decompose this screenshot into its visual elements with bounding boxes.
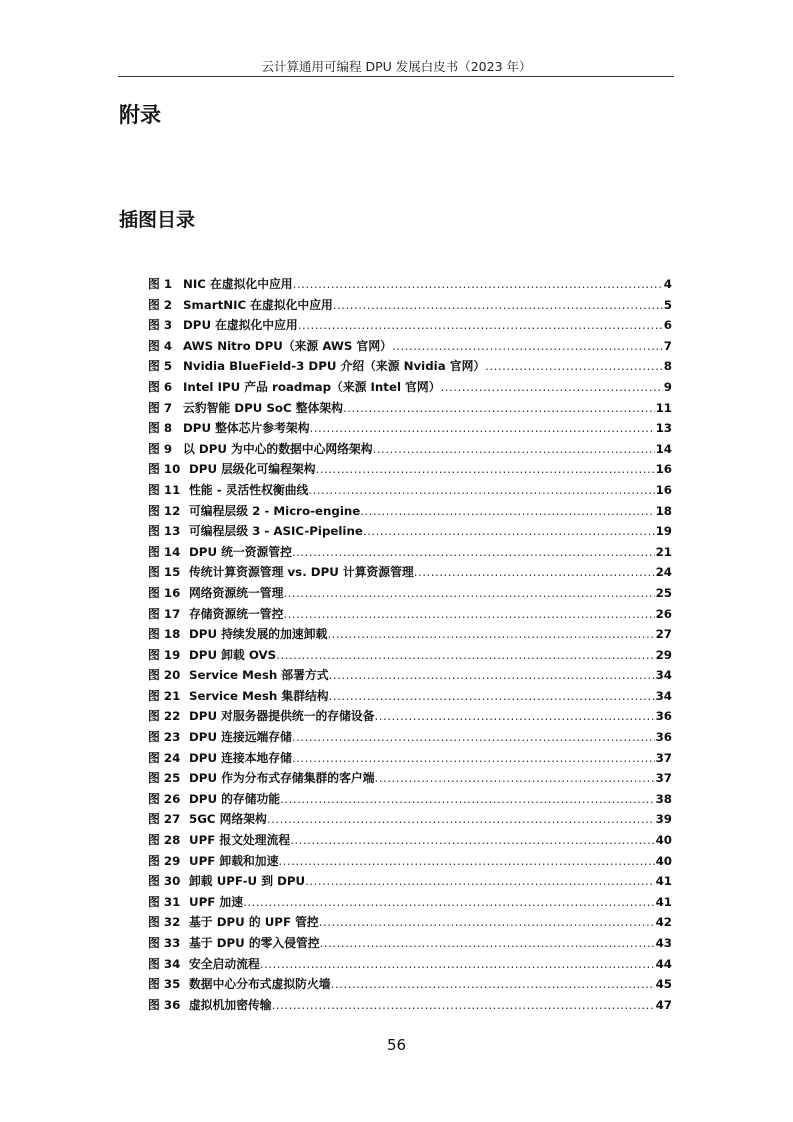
toc-dot-leader: [414, 562, 655, 583]
toc-figure-title: SmartNIC 在虚拟化中应用: [183, 297, 333, 312]
toc-entry[interactable]: [148, 624, 672, 645]
toc-dot-leader: [283, 583, 654, 604]
toc-entry[interactable]: [148, 974, 672, 995]
toc-dot-leader: [331, 974, 655, 995]
toc-entry[interactable]: [148, 830, 672, 851]
toc-dot-leader: [360, 501, 654, 522]
toc-entry[interactable]: [148, 933, 672, 954]
toc-figure-title: 5GC 网络架构: [189, 812, 267, 827]
toc-dot-leader: [363, 521, 655, 542]
toc-figure-number: 图 22: [148, 709, 181, 724]
toc-figure-number: 图 1: [148, 277, 173, 291]
toc-dot-leader: [308, 480, 654, 501]
toc-figure-title: 存储资源统一管控: [189, 606, 284, 621]
toc-figure-number: 图 26: [148, 791, 181, 806]
toc-dot-leader: [292, 748, 655, 769]
toc-entry[interactable]: [148, 727, 672, 748]
toc-entry[interactable]: [148, 954, 672, 975]
toc-page-number: 4: [663, 277, 672, 291]
toc-figure-title: 可编程层级 2 - Micro-engine: [189, 503, 361, 518]
toc-figure-number: 图 25: [148, 771, 181, 786]
toc-dot-leader: [267, 809, 655, 830]
toc-entry[interactable]: [148, 706, 672, 727]
toc-entry[interactable]: [148, 418, 672, 439]
toc-entry[interactable]: [148, 748, 672, 769]
toc-entry[interactable]: [148, 665, 672, 686]
toc-figure-number: 图 20: [148, 668, 181, 683]
figure-toc-list: [148, 274, 672, 1015]
toc-figure-number: 图 11: [148, 482, 181, 497]
toc-figure-number: 图 2: [148, 297, 173, 312]
toc-entry[interactable]: [148, 789, 672, 810]
toc-page-number: 45: [655, 977, 672, 992]
toc-dot-leader: [272, 995, 655, 1016]
toc-figure-title: 安全启动流程: [189, 956, 260, 971]
toc-page-number: 36: [655, 730, 672, 745]
toc-dot-leader: [373, 439, 655, 460]
toc-figure-title: DPU 卸载 OVS: [189, 647, 277, 662]
toc-page-number: 40: [655, 833, 672, 848]
toc-page-number: 5: [663, 297, 672, 312]
toc-figure-number: 图 33: [148, 936, 181, 950]
page-header: 云计算通用可编程 DPU 发展白皮书（2023 年）: [261, 59, 532, 74]
toc-entry[interactable]: [148, 851, 672, 872]
toc-dot-leader: [243, 892, 655, 913]
toc-dot-leader: [375, 768, 655, 789]
toc-entry[interactable]: [148, 521, 672, 542]
toc-dot-leader: [316, 459, 655, 480]
toc-page-number: 34: [655, 688, 672, 703]
toc-figure-number: 图 18: [148, 627, 181, 642]
toc-page-number: 25: [655, 585, 672, 600]
toc-entry[interactable]: [148, 398, 672, 419]
toc-page-number: 21: [655, 544, 672, 559]
toc-page-number: 6: [663, 318, 672, 333]
toc-entry[interactable]: [148, 439, 672, 460]
toc-figure-number: 图 24: [148, 750, 181, 765]
toc-figure-title: DPU 的存储功能: [189, 791, 281, 806]
toc-entry[interactable]: [148, 604, 672, 625]
toc-entry[interactable]: [148, 892, 672, 913]
toc-page-number: 13: [655, 421, 672, 436]
toc-figure-title: 基于 DPU 的 UPF 管控: [189, 915, 319, 930]
toc-entry[interactable]: [148, 377, 672, 398]
toc-figure-number: 图 30: [148, 874, 181, 889]
toc-figure-title: 云豹智能 DPU SoC 整体架构: [183, 400, 343, 415]
toc-page-number: 24: [655, 565, 672, 580]
toc-figure-number: 图 23: [148, 730, 181, 745]
toc-entry[interactable]: [148, 480, 672, 501]
toc-entry[interactable]: [148, 315, 672, 336]
toc-figure-title: Service Mesh 集群结构: [189, 688, 329, 703]
toc-page-number: 11: [655, 400, 672, 415]
toc-dot-leader: [319, 912, 655, 933]
toc-entry[interactable]: [148, 501, 672, 522]
toc-entry[interactable]: [148, 542, 672, 563]
toc-figure-title: 数据中心分布式虚拟防火墙: [189, 977, 331, 992]
toc-figure-title: AWS Nitro DPU（来源 AWS 官网）: [183, 338, 392, 353]
toc-dot-leader: [292, 542, 655, 563]
toc-figure-title: DPU 统一资源管控: [189, 544, 292, 559]
toc-figure-number: 图 34: [148, 956, 181, 971]
toc-entry[interactable]: [148, 645, 672, 666]
figure-toc-title: 插图目录: [119, 209, 196, 231]
toc-dot-leader: [343, 398, 655, 419]
toc-figure-title: DPU 在虚拟化中应用: [183, 318, 298, 333]
toc-figure-title: 卸载 UPF-U 到 DPU: [189, 874, 306, 889]
toc-figure-title: 性能 - 灵活性权衡曲线: [189, 482, 309, 497]
toc-dot-leader: [292, 727, 655, 748]
toc-dot-leader: [375, 706, 655, 727]
toc-figure-title: Nvidia BlueField-3 DPU 介绍（来源 Nvidia 官网）: [183, 359, 486, 374]
toc-entry[interactable]: [148, 912, 672, 933]
toc-figure-number: 图 29: [148, 853, 181, 868]
toc-page-number: 16: [655, 482, 672, 497]
toc-figure-title: UPF 报文处理流程: [189, 833, 291, 848]
toc-page-number: 14: [655, 441, 672, 456]
toc-figure-number: 图 36: [148, 997, 181, 1012]
toc-figure-number: 图 13: [148, 524, 181, 539]
toc-figure-title: 基于 DPU 的零入侵管控: [189, 936, 320, 950]
toc-figure-number: 图 12: [148, 503, 181, 518]
toc-figure-title: 虚拟机加密传输: [189, 997, 272, 1012]
toc-dot-leader: [280, 789, 654, 810]
toc-figure-title: 以 DPU 为中心的数据中心网络架构: [183, 441, 373, 456]
toc-dot-leader: [392, 336, 663, 357]
toc-figure-title: DPU 对服务器提供统一的存储设备: [189, 709, 375, 724]
toc-figure-title: 传统计算资源管理 vs. DPU 计算资源管理: [189, 565, 414, 580]
toc-figure-number: 图 19: [148, 647, 181, 662]
toc-figure-number: 图 15: [148, 565, 181, 580]
toc-page-number: 29: [655, 647, 672, 662]
toc-dot-leader: [320, 933, 655, 954]
toc-dot-leader: [305, 871, 654, 892]
toc-figure-number: 图 17: [148, 606, 181, 621]
toc-page-number: 40: [655, 853, 672, 868]
toc-figure-number: 图 14: [148, 544, 181, 559]
toc-figure-title: 可编程层级 3 - ASIC-Pipeline: [189, 524, 363, 539]
toc-page-number: 44: [655, 956, 672, 971]
toc-figure-number: 图 6: [148, 379, 173, 394]
toc-page-number: 18: [655, 503, 672, 518]
toc-page-number: 37: [655, 750, 672, 765]
toc-entry[interactable]: [148, 356, 672, 377]
toc-figure-number: 图 21: [148, 688, 181, 703]
toc-page-number: 41: [655, 894, 672, 909]
toc-entry[interactable]: [148, 583, 672, 604]
toc-entry[interactable]: [148, 295, 672, 316]
toc-entry[interactable]: [148, 274, 672, 295]
toc-dot-leader: [333, 295, 663, 316]
page-number: 56: [386, 1036, 407, 1054]
toc-entry[interactable]: [148, 686, 672, 707]
toc-page-number: 34: [655, 668, 672, 683]
toc-figure-number: 图 10: [148, 462, 181, 477]
toc-page-number: 41: [655, 874, 672, 889]
toc-figure-number: 图 8: [148, 421, 173, 436]
toc-figure-number: 图 35: [148, 977, 181, 992]
toc-page-number: 36: [655, 709, 672, 724]
toc-figure-number: 图 27: [148, 812, 181, 827]
toc-figure-number: 图 4: [148, 338, 173, 353]
toc-figure-title: UPF 卸载和加速: [189, 853, 279, 868]
toc-dot-leader: [283, 604, 654, 625]
toc-entry[interactable]: [148, 459, 672, 480]
toc-figure-title: DPU 整体芯片参考架构: [183, 421, 310, 436]
toc-dot-leader: [485, 356, 663, 377]
toc-entry[interactable]: [148, 809, 672, 830]
toc-dot-leader: [278, 851, 654, 872]
toc-page-number: 38: [655, 791, 672, 806]
toc-figure-title: DPU 连接远端存储: [189, 730, 292, 745]
toc-figure-number: 图 28: [148, 833, 181, 848]
toc-figure-title: 网络资源统一管理: [189, 585, 284, 600]
toc-dot-leader: [298, 315, 663, 336]
toc-figure-number: 图 32: [148, 915, 181, 930]
toc-dot-leader: [310, 418, 655, 439]
toc-dot-leader: [290, 830, 654, 851]
toc-figure-title: DPU 持续发展的加速卸载: [189, 627, 328, 642]
toc-page-number: 42: [655, 915, 672, 930]
toc-figure-title: DPU 连接本地存储: [189, 750, 292, 765]
toc-figure-title: Intel IPU 产品 roadmap（来源 Intel 官网）: [183, 379, 441, 394]
toc-page-number: 7: [663, 338, 672, 353]
toc-page-number: 16: [655, 462, 672, 477]
toc-entry[interactable]: [148, 336, 672, 357]
toc-figure-number: 图 3: [148, 318, 173, 333]
toc-page-number: 9: [663, 379, 672, 394]
toc-figure-number: 图 16: [148, 585, 181, 600]
toc-dot-leader: [441, 377, 663, 398]
toc-figure-title: DPU 层级化可编程架构: [189, 462, 316, 477]
toc-figure-number: 图 9: [148, 441, 173, 456]
toc-figure-title: NIC 在虚拟化中应用: [183, 277, 293, 291]
toc-figure-number: 图 7: [148, 400, 173, 415]
toc-page-number: 47: [655, 997, 672, 1012]
toc-page-number: 37: [655, 771, 672, 786]
toc-page-number: 27: [655, 627, 672, 642]
toc-entry[interactable]: [148, 562, 672, 583]
toc-page-number: 43: [655, 936, 672, 950]
toc-dot-leader: [293, 274, 663, 295]
toc-entry[interactable]: [148, 871, 672, 892]
toc-page-number: 39: [655, 812, 672, 827]
toc-dot-leader: [327, 624, 654, 645]
toc-page-number: 8: [663, 359, 672, 374]
toc-figure-title: UPF 加速: [189, 894, 243, 909]
toc-entry[interactable]: [148, 768, 672, 789]
toc-entry[interactable]: [148, 995, 672, 1016]
header-rule: [118, 76, 674, 77]
toc-dot-leader: [329, 665, 655, 686]
toc-figure-number: 图 31: [148, 894, 181, 909]
toc-figure-title: DPU 作为分布式存储集群的客户端: [189, 771, 375, 786]
toc-dot-leader: [329, 686, 655, 707]
toc-figure-title: Service Mesh 部署方式: [189, 668, 329, 683]
toc-page-number: 19: [655, 524, 672, 539]
toc-page-number: 26: [655, 606, 672, 621]
appendix-title: 附录: [119, 103, 161, 127]
toc-dot-leader: [260, 954, 655, 975]
toc-figure-number: 图 5: [148, 359, 173, 374]
toc-dot-leader: [276, 645, 654, 666]
